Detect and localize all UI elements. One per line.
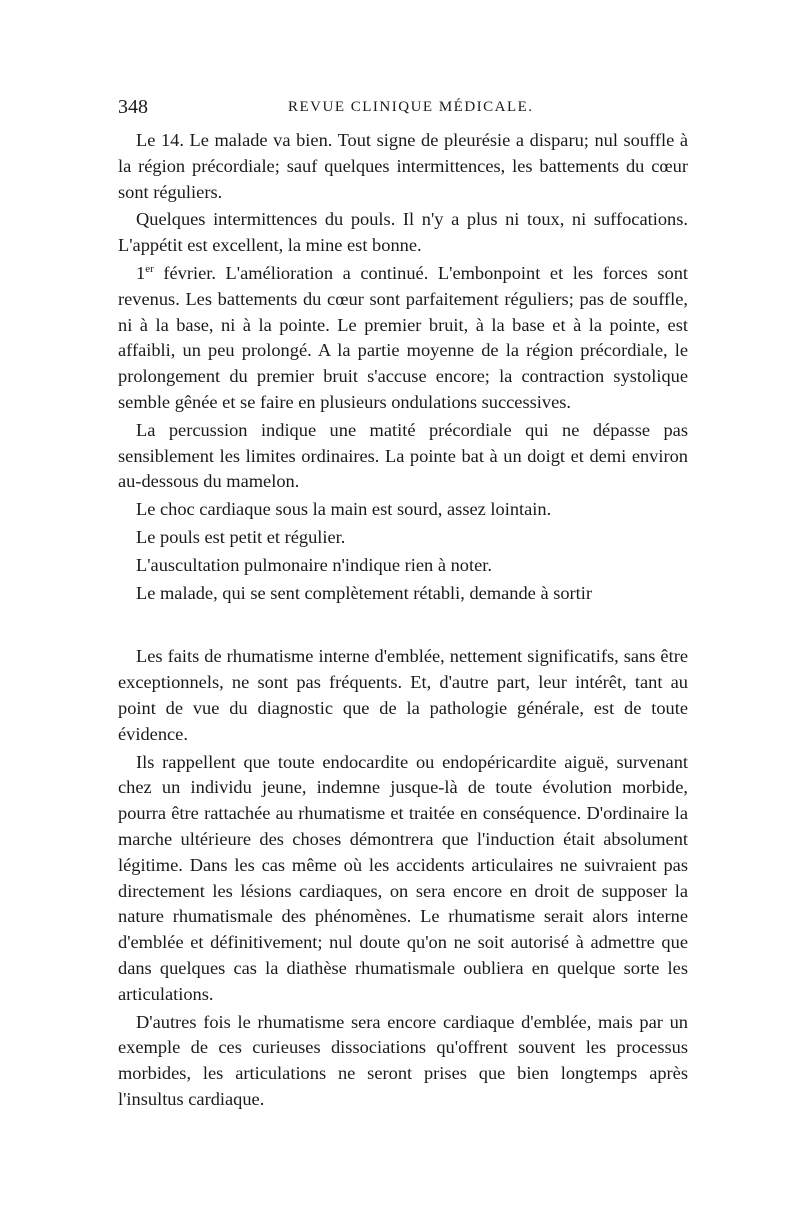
section-gap — [118, 608, 688, 644]
paragraph-day-14: Le 14. Le malade va bien. Tout signe de pleurésie a disparu; nul souffle à la région précordiale; sauf quelques intermittences, les battements du cœur sont réguliers. — [118, 130, 688, 202]
paragraph-internal-rheumatism: Les faits de rhumatisme interne d'emblée, nettement significatifs, sans être exceptionnels, ne sont pas fréquents. Et, d'autre part, leur intérêt, tant au point de vue du diagnostic que de la pathologie générale, est de toute évidence. — [118, 646, 688, 744]
paragraph-pulse-small: Le pouls est petit et régulier. — [136, 526, 346, 547]
paragraph-percussion: La percussion indique une matité précordiale qui ne dépasse pas sensiblement les limites ordinaires. La pointe bat à un doigt et demi environ au-dessous du mamelon. — [118, 419, 688, 492]
date-day: 1 — [136, 262, 146, 283]
paragraph-february-1 — [118, 261, 688, 416]
body-text — [118, 128, 688, 1115]
paragraph-endocarditis: Ils rappellent que toute endocardite ou endopéricardite aiguë, survenant chez un individu jeune, indemne jusque-là de toute évolution morbide, pourra être rattachée au rhumatisme et traitée en conséquence. D'ordinaire la marche ultérieure des choses démontrera que l'induction était absolument légitime. Dans les cas même où les accidents articulaires ne suivraient pas directement les lésions cardiaques, on sera encore en droit de supposer la nature rhumatismale des phénomènes. Le rhumatisme serait alors interne d'emblée et définitivement; nul doute qu'on ne soit autorisé à admettre que dans quelques cas la diathèse rhumatismale oubliera en quelque sorte les articulations. — [118, 751, 688, 1004]
paragraph-cardiac-shock: Le choc cardiaque sous la main est sourd, assez lointain. — [136, 499, 552, 520]
paragraph-pulse: Quelques intermittences du pouls. Il n'y a plus ni toux, ni suffocations. L'appétit est excellent, la mine est bonne. — [118, 209, 688, 256]
paragraph-dissociation: D'autres fois le rhumatisme sera encore cardiaque d'emblée, mais par un exemple de ces curieuses dissociations qu'offrent souvent les processus morbides, les articulations ne seront prises que bien longtemps après l'insultus cardiaque. — [118, 1011, 688, 1109]
date-ordinal: er — [145, 262, 154, 275]
paragraph-auscultation: L'auscultation pulmonaire n'indique rien à noter. — [136, 554, 492, 575]
paragraph-discharge: Le malade, qui se sent complètement rétabli, demande à sortir — [136, 582, 593, 603]
page-number: 348 — [118, 96, 148, 118]
date-entry-text: février. L'amélioration a continué. L'embonpoint et les forces sont revenus. Les battements du cœur sont parfaitement réguliers; pas de souffle, ni à la base, ni à la pointe. Le premier bruit, à la base et à la pointe, est affaibli, un peu prolongé. A la partie moyenne de la région précordiale, le prolongement du premier bruit s'accuse encore; la contraction systolique semble gênée et se faire en plusieurs ondulations successives. — [118, 262, 688, 412]
journal-title: REVUE CLINIQUE MÉDICALE. — [288, 99, 534, 115]
running-head — [118, 96, 688, 122]
